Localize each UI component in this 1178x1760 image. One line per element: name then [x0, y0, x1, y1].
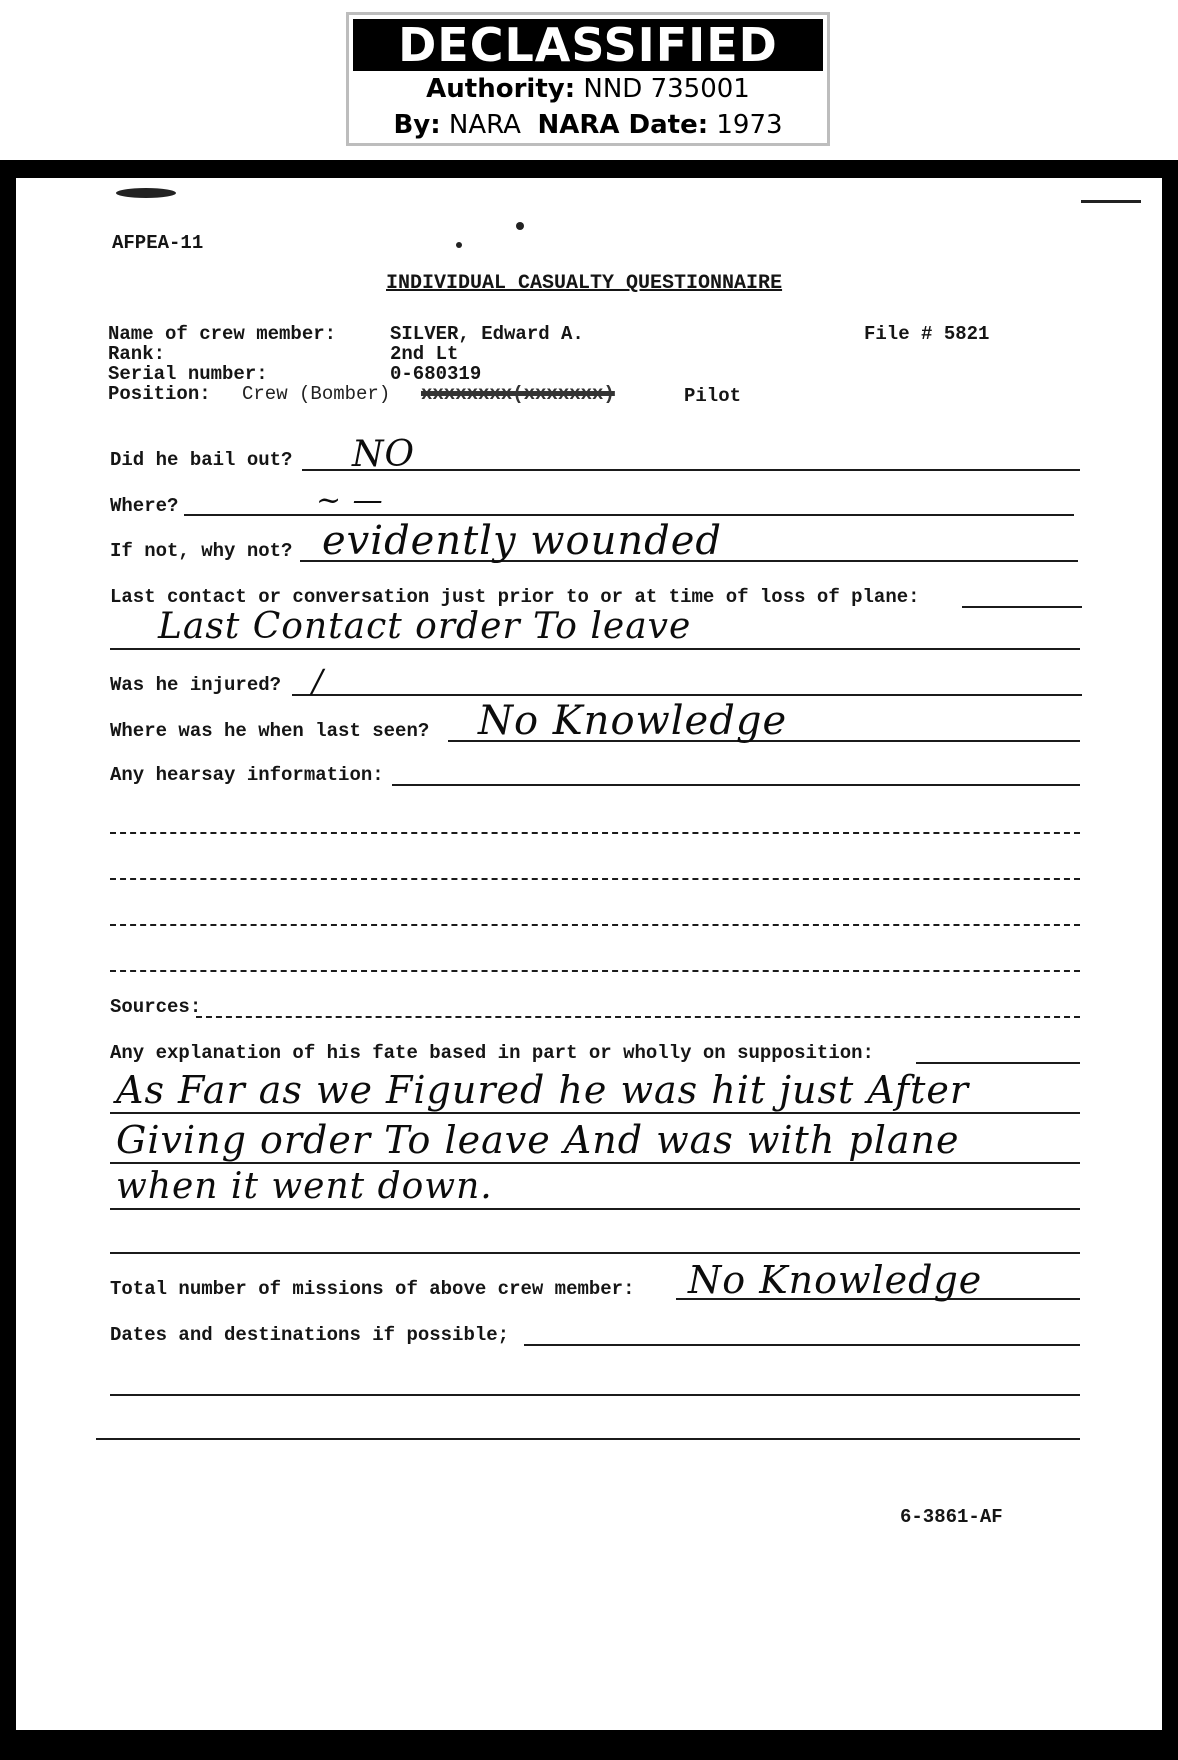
missions-answer: No Knowledge: [688, 1258, 983, 1302]
paper-page: [16, 178, 1162, 1730]
hearsay-line-3: [110, 878, 1080, 880]
hearsay-label: Any hearsay information:: [110, 764, 384, 786]
explanation-answer-line-2: Giving order To leave And was with plane: [116, 1118, 960, 1162]
by-label: By:: [393, 110, 441, 140]
injured-label: Was he injured?: [110, 674, 282, 696]
serial-label: Serial number:: [108, 363, 268, 385]
file-number: File # 5821: [864, 323, 990, 345]
explanation-answer-line-1: As Far as we Figured he was hit just After: [116, 1068, 970, 1112]
explanation-line-2: [110, 1112, 1080, 1114]
form-title: INDIVIDUAL CASUALTY QUESTIONNAIRE: [386, 272, 783, 295]
position-value: Pilot: [684, 385, 742, 407]
rank-value: 2nd Lt: [390, 343, 459, 365]
dates-label: Dates and destinations if possible;: [110, 1324, 510, 1346]
declassified-stamp: [346, 12, 830, 146]
why-not-label: If not, why not?: [110, 540, 293, 562]
scan-smudge: [456, 242, 462, 248]
name-value: SILVER, Edward A.: [390, 323, 584, 345]
corner-code: AFPEA-11: [112, 232, 204, 254]
bail-out-label: Did he bail out?: [110, 449, 293, 471]
last-contact-line-2: [110, 648, 1080, 650]
scan-smudge: [516, 222, 524, 230]
hearsay-line-1: [392, 784, 1080, 786]
name-label: Name of crew member:: [108, 323, 337, 345]
hearsay-line-2: [110, 832, 1080, 834]
explanation-line-1: [916, 1062, 1080, 1064]
scan-smudge: [1081, 200, 1141, 203]
authority-label: Authority:: [426, 74, 576, 104]
position-label: Position:: [108, 383, 211, 405]
last-seen-label: Where was he when last seen?: [110, 720, 430, 742]
where-label: Where?: [110, 495, 179, 517]
hearsay-line-4: [110, 924, 1080, 926]
where-answer: ~ —: [316, 483, 384, 518]
injured-line: [292, 694, 1082, 696]
by-value: NARA: [448, 110, 521, 140]
sources-line: [196, 1016, 1080, 1018]
stamp-authority-line: [349, 71, 827, 107]
scanned-document: [0, 160, 1178, 1760]
bail-out-answer: NO: [352, 434, 416, 475]
form-number: 6-3861-AF: [900, 1506, 1003, 1528]
dates-line-1: [524, 1344, 1080, 1346]
last-contact-answer: Last Contact order To leave: [158, 606, 692, 647]
last-seen-answer: No Knowledge: [478, 698, 788, 744]
missions-label: Total number of missions of above crew member:: [110, 1278, 635, 1300]
nara-date-value: 1973: [716, 110, 783, 140]
scan-smudge: [116, 188, 176, 198]
bail-out-line: [302, 469, 1080, 471]
dates-line-3: [96, 1438, 1080, 1440]
hearsay-line-5: [110, 970, 1080, 972]
sources-label: Sources:: [110, 996, 202, 1018]
explanation-label: Any explanation of his fate based in part or wholly on supposition:: [110, 1042, 874, 1064]
explanation-answer-line-3: when it went down.: [116, 1166, 493, 1207]
nara-date-label: NARA Date:: [537, 110, 709, 140]
stamp-by-line: [349, 107, 827, 143]
explanation-line-3: [110, 1162, 1080, 1164]
why-not-answer: evidently wounded: [322, 518, 723, 564]
explanation-line-4: [110, 1208, 1080, 1210]
stamp-title: DECLASSIFIED: [353, 19, 823, 71]
serial-value: 0-680319: [390, 363, 482, 385]
position-struck-text: xxxxxxxx(xxxxxxx): [421, 383, 615, 405]
last-contact-line-1: [962, 606, 1082, 608]
last-contact-label: Last contact or conversation just prior to or at time of loss of plane:: [110, 586, 920, 608]
explanation-line-5: [110, 1252, 1080, 1254]
rank-label: Rank:: [108, 343, 166, 365]
position-crew: Crew (Bomber): [242, 383, 391, 405]
authority-value: NND 735001: [583, 74, 750, 104]
dates-line-2: [110, 1394, 1080, 1396]
injured-answer: /: [312, 662, 324, 700]
